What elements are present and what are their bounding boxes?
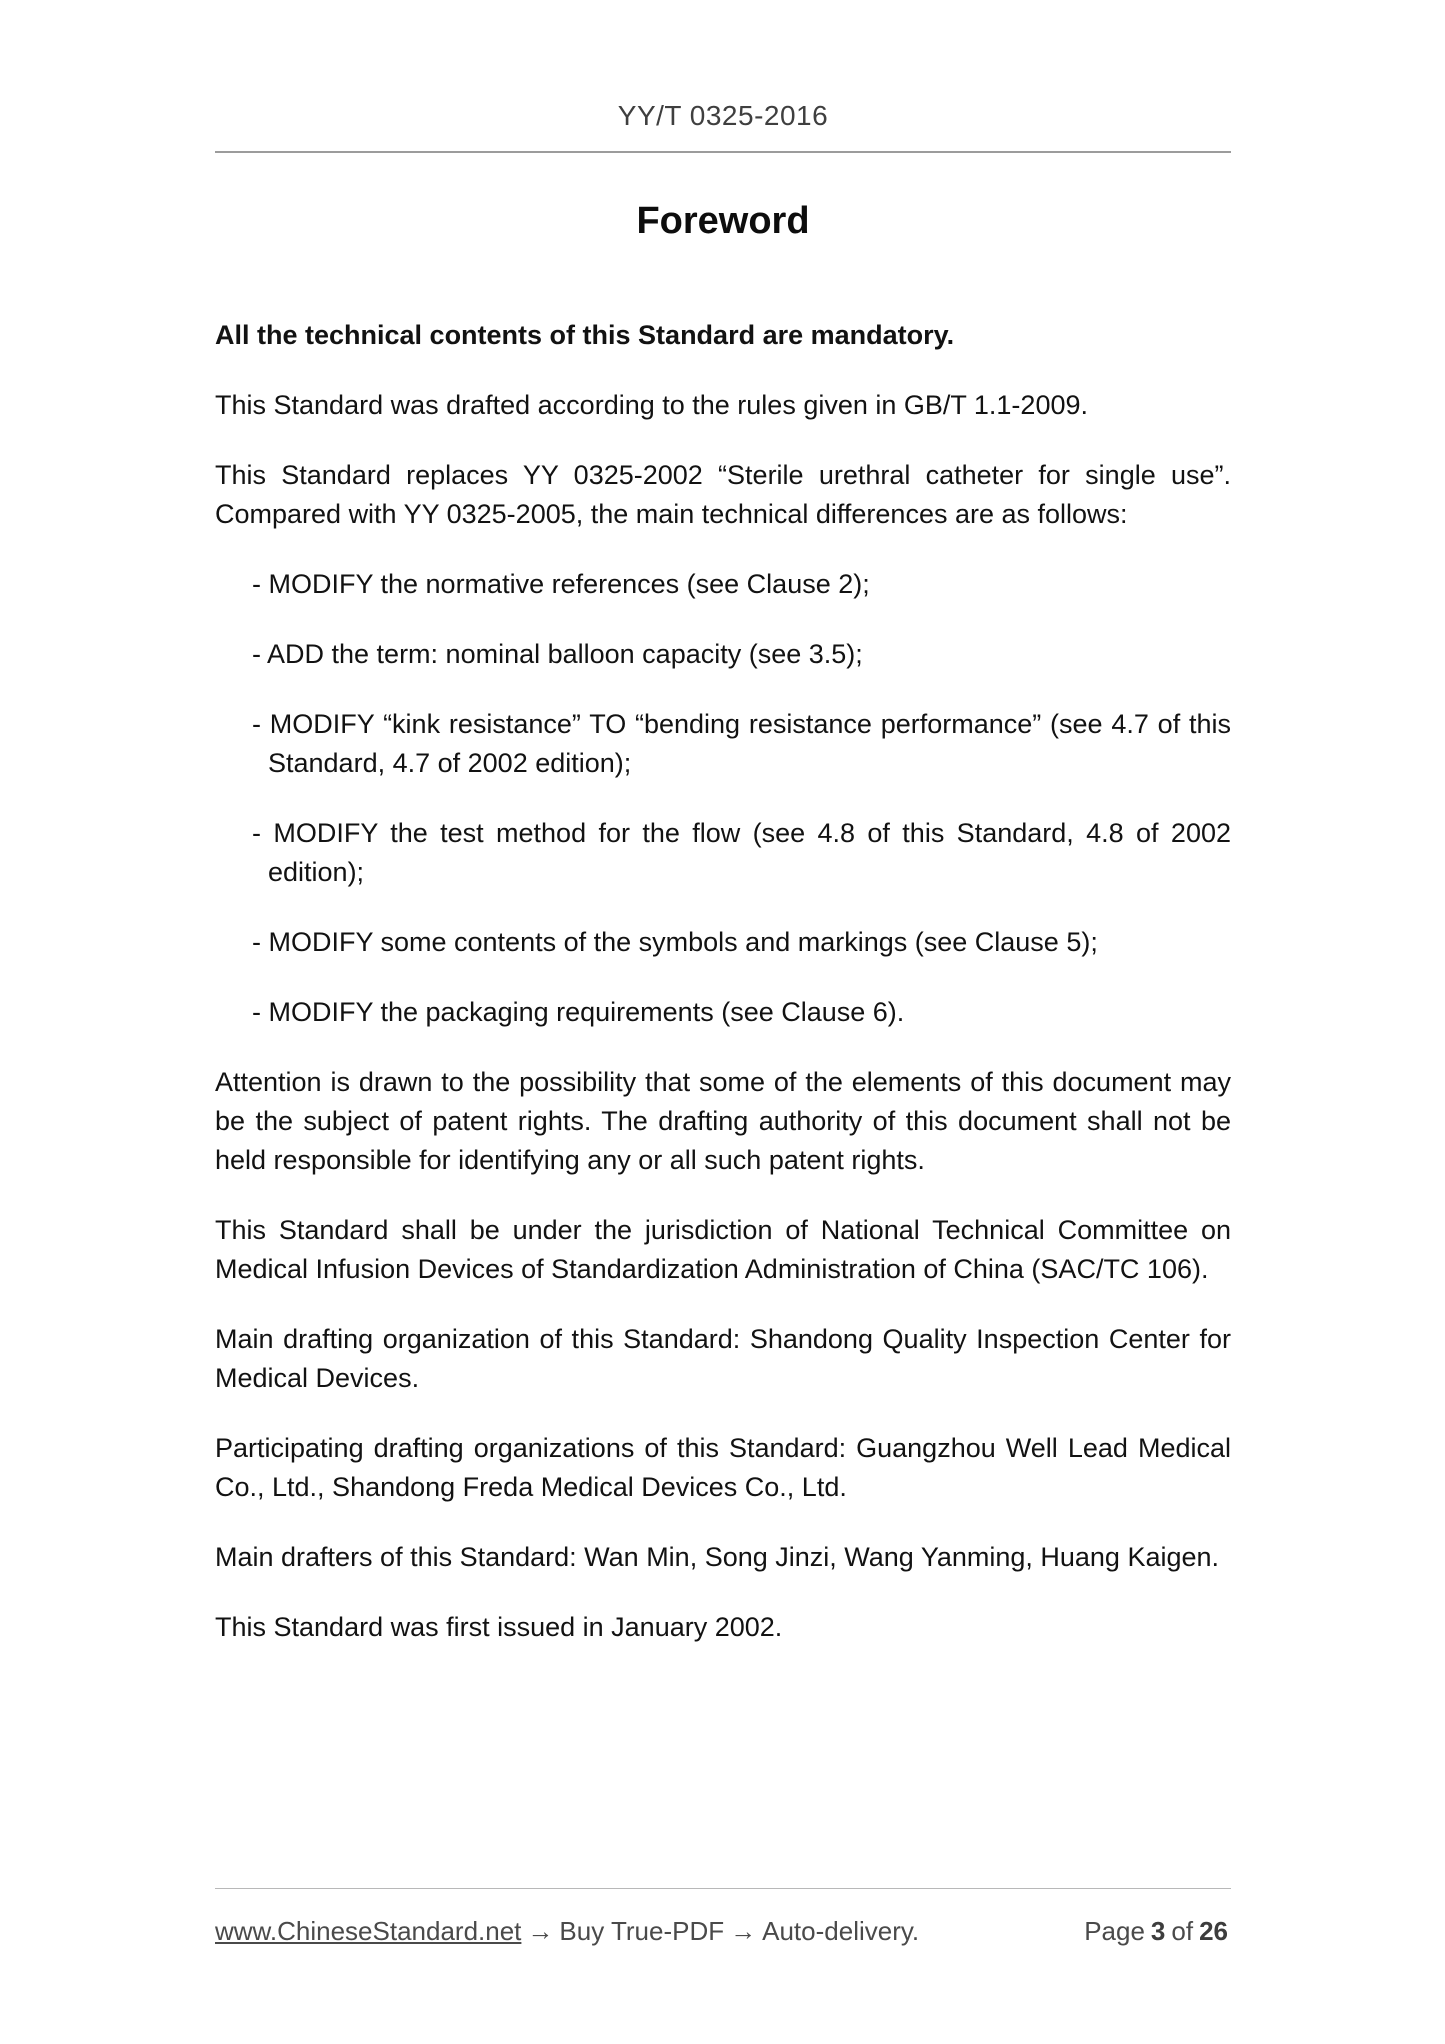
list-item-modify-flow-test: - MODIFY the test method for the flow (see 4.8 of this Standard, 4.8 of 2002 edition); bbox=[252, 818, 1231, 887]
header-standard-number: YY/T 0325-2016 bbox=[617, 100, 829, 131]
footer-buy-text: Buy True-PDF bbox=[559, 1916, 725, 1946]
paragraph-mandatory: All the technical contents of this Standard are mandatory. bbox=[215, 320, 955, 350]
arrow-right-icon: → bbox=[527, 1916, 554, 1946]
arrow-right-icon: → bbox=[730, 1916, 757, 1946]
paragraph-main-organization: Main drafting organization of this Standard: Shandong Quality Inspection Center for Medical Devices. bbox=[215, 1324, 1231, 1393]
list-item-add-term: - ADD the term: nominal balloon capacity (see 3.5); bbox=[252, 639, 863, 669]
page-of-label: of bbox=[1171, 1916, 1194, 1946]
paragraph-drafted: This Standard was drafted according to the rules given in GB/T 1.1-2009. bbox=[215, 390, 1088, 420]
paragraph-main-drafters: Main drafters of this Standard: Wan Min, Song Jinzi, Wang Yanming, Huang Kaigen. bbox=[215, 1542, 1220, 1572]
paragraph-participating-organizations: Participating drafting organizations of this Standard: Guangzhou Well Lead Medical Co., Ltd., Shandong Freda Medical Devices Co., Ltd. bbox=[215, 1433, 1231, 1502]
footer-source-line bbox=[215, 1916, 919, 1947]
document-body bbox=[215, 188, 1231, 1678]
list-item-modify-kink-resistance: - MODIFY “kink resistance” TO “bending resistance performance” (see 4.7 of this Standard, 4.7 of 2002 edition); bbox=[252, 709, 1231, 778]
page-label: Page bbox=[1084, 1916, 1145, 1946]
page-current: 3 bbox=[1150, 1916, 1166, 1946]
paragraph-first-issued: This Standard was first issued in January 2002. bbox=[215, 1612, 783, 1642]
page-total: 26 bbox=[1199, 1916, 1228, 1946]
paragraph-jurisdiction: This Standard shall be under the jurisdiction of National Technical Committee on Medical Infusion Devices of Standardization Administration of China (SAC/TC 106). bbox=[215, 1215, 1231, 1284]
header-divider bbox=[215, 151, 1231, 153]
page-indicator bbox=[1081, 1916, 1231, 1947]
page-title: Foreword bbox=[636, 200, 810, 242]
list-item-modify-references: - MODIFY the normative references (see Clause 2); bbox=[252, 569, 870, 599]
footer-delivery-text: Auto-delivery. bbox=[762, 1916, 920, 1946]
list-item-modify-packaging: - MODIFY the packaging requirements (see Clause 6). bbox=[252, 997, 905, 1027]
footer-website-link[interactable]: www.ChineseStandard.net bbox=[215, 1916, 522, 1946]
paragraph-replaces: This Standard replaces YY 0325-2002 “Sterile urethral catheter for single use”. Compared with YY 0325-2005, the main technical differences are as follows: bbox=[215, 460, 1231, 529]
page-footer bbox=[215, 1888, 1231, 1947]
paragraph-patent-attention: Attention is drawn to the possibility that some of the elements of this document may be the subject of patent rights. The drafting authority of this document shall not be held responsible for identifying any or all such patent rights. bbox=[215, 1067, 1231, 1175]
list-item-modify-symbols: - MODIFY some contents of the symbols and markings (see Clause 5); bbox=[252, 927, 1098, 957]
